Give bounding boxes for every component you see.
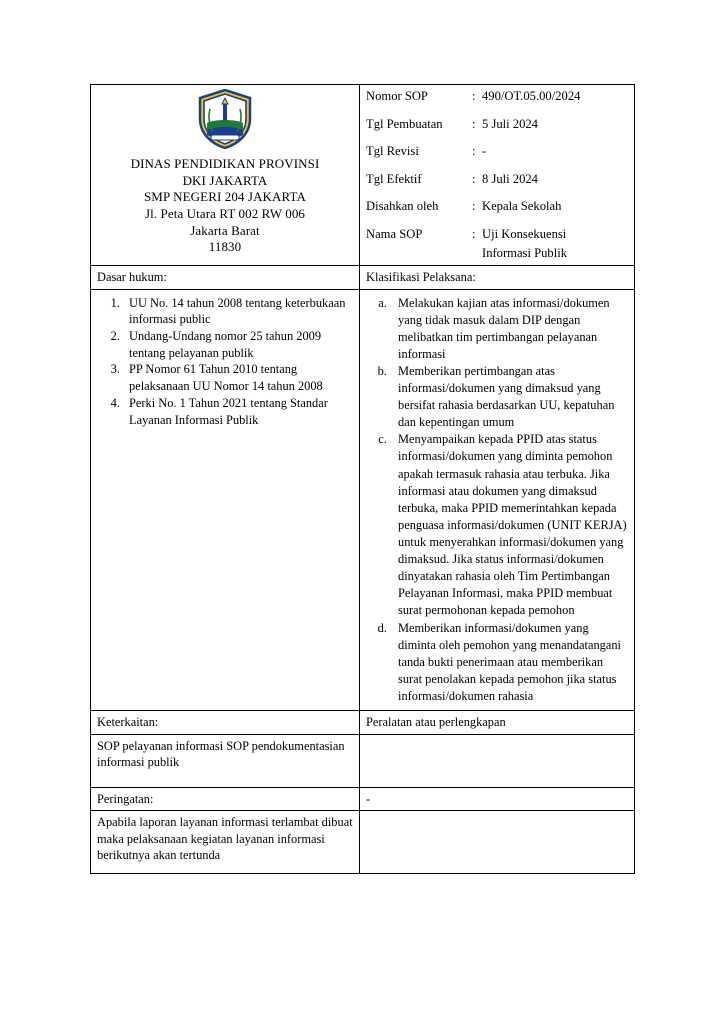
peringatan-title-cell: Peringatan: <box>91 787 360 811</box>
meta-value-tgl-efektif: 8 Juli 2024 <box>482 171 538 186</box>
section-content-row <box>91 289 635 711</box>
klasifikasi-pelaksana-list <box>366 295 628 706</box>
peralatan-title-cell: Peralatan atau perlengkapan <box>360 711 635 735</box>
meta-value-tgl-pembuatan: 5 Juli 2024 <box>482 116 538 131</box>
list-item: a. Melakukan kajian atas informasi/dokumen yang tidak masuk dalam DIP dengan melibatkan tim pertimbangan pelayanan informasi <box>390 295 628 363</box>
meta-value-nomor-sop: 490/OT.05.00/2024 <box>482 89 581 103</box>
meta-row-tgl-revisi <box>366 143 628 160</box>
meta-label-tgl-revisi: Tgl Revisi <box>366 144 419 158</box>
meta-row-tgl-efektif <box>366 171 628 188</box>
list-item: d. Memberikan informasi/dokumen yang diminta oleh pemohon yang menandatangani tanda bukti penerimaan atau memberikan surat penolakan kepada pemohon jika status informasi/dokumen rahasia <box>390 620 628 706</box>
meta-label-tgl-pembuatan: Tgl Pembuatan <box>366 116 443 131</box>
meta-sep-disahkan-oleh: : <box>472 199 476 213</box>
peringatan-title-row <box>91 787 635 811</box>
agency-name-block <box>97 156 353 256</box>
meta-sep-tgl-pembuatan: : <box>472 116 476 131</box>
dki-jakarta-emblem-logo-icon <box>198 89 252 149</box>
agency-line-4: Jl. Peta Utara RT 002 RW 006 <box>144 205 306 221</box>
header-row <box>91 85 635 266</box>
keterkaitan-title-cell: Keterkaitan: <box>91 711 360 735</box>
meta-sep-tgl-efektif: : <box>472 171 476 186</box>
list-item: 3. PP Nomor 61 Tahun 2010 tentang pelaksanaan UU Nomor 14 tahun 2008 <box>123 361 353 394</box>
sop-meta-cell <box>360 85 635 266</box>
meta-sep-nama-sop: : <box>472 226 476 241</box>
dasar-hukum-content-cell <box>91 289 360 711</box>
meta-label-nomor-sop: Nomor SOP <box>366 89 428 103</box>
sop-document-table <box>90 84 635 874</box>
meta-value-nama-sop-continued: Informasi Publik <box>482 246 568 260</box>
list-item: 1. UU No. 14 tahun 2008 tentang keterbukaan informasi public <box>123 295 353 328</box>
peringatan-body-cell: Apabila laporan layanan informasi terlambat dibuat maka pelaksanaan kegiatan layanan informasi berikutnya akan tertunda <box>91 811 360 874</box>
meta-label-tgl-efektif: Tgl Efektif <box>366 171 422 186</box>
list-item: b. Memberikan pertimbangan atas informasi/dokumen yang dimaksud yang bersifat rahasia berdasarkan UU, kepatuhan dan kepentingan umum <box>390 363 628 431</box>
agency-line-1: DINAS PENDIDIKAN PROVINSI <box>130 156 320 171</box>
peringatan-body-right-cell <box>360 811 635 874</box>
meta-sep-nomor-sop: : <box>472 89 476 103</box>
meta-value-tgl-revisi: - <box>482 144 487 158</box>
meta-value-nama-sop: Uji Konsekuensi <box>482 226 567 241</box>
klasifikasi-pelaksana-title-cell: Klasifikasi Pelaksana: <box>360 266 635 290</box>
meta-value-disahkan-oleh: Kepala Sekolah <box>482 199 562 213</box>
agency-line-6: 11830 <box>208 239 242 255</box>
peralatan-body-cell <box>360 734 635 787</box>
list-item: 4. Perki No. 1 Tahun 2021 tentang Standar Layanan Informasi Publik <box>123 395 353 428</box>
list-item: c. Menyampaikan kepada PPID atas status informasi/dokumen yang diminta pemohon apakah termasuk rahasia atau terbuka. Jika informasi atau dokumen yang dimaksud terbuka, maka PPID memerintahkan kepada penguasa informasi/dokumen (UNIT KERJA) untuk menyerahkan informasi/dokumen yang dimaksud. Jika status informasi/dokumen dinyatakan rahasia oleh Tim Pertimbangan Pelayanan Informasi, maka PPID membuat surat permohonan kepada pemohon <box>390 431 628 619</box>
meta-sep-tgl-revisi: : <box>472 144 476 158</box>
meta-row-nama-sop <box>366 226 628 243</box>
agency-line-5: Jakarta Barat <box>190 222 260 238</box>
meta-row-nomor-sop <box>366 88 628 105</box>
peringatan-content-row <box>91 811 635 874</box>
meta-row-disahkan-oleh <box>366 198 628 215</box>
section-title-row <box>91 266 635 290</box>
agency-header-cell <box>91 85 360 266</box>
keterkaitan-title-row <box>91 711 635 735</box>
keterkaitan-body-cell: SOP pelayanan informasi SOP pendokumentasian informasi publik <box>91 734 360 787</box>
keterkaitan-content-row <box>91 734 635 787</box>
agency-line-3: SMP NEGERI 204 JAKARTA <box>143 189 307 205</box>
peringatan-value-cell: - <box>360 787 635 811</box>
dasar-hukum-list <box>97 295 353 429</box>
meta-label-nama-sop: Nama SOP <box>366 226 423 241</box>
klasifikasi-pelaksana-content-cell <box>360 289 635 711</box>
meta-label-disahkan-oleh: Disahkan oleh <box>366 199 439 213</box>
dasar-hukum-title-cell: Dasar hukum: <box>91 266 360 290</box>
logo-container <box>97 88 353 150</box>
agency-line-2: DKI JAKARTA <box>182 172 268 188</box>
meta-row-tgl-pembuatan <box>366 116 628 133</box>
list-item: 2. Undang-Undang nomor 25 tahun 2009 tentang pelayanan publik <box>123 328 353 361</box>
